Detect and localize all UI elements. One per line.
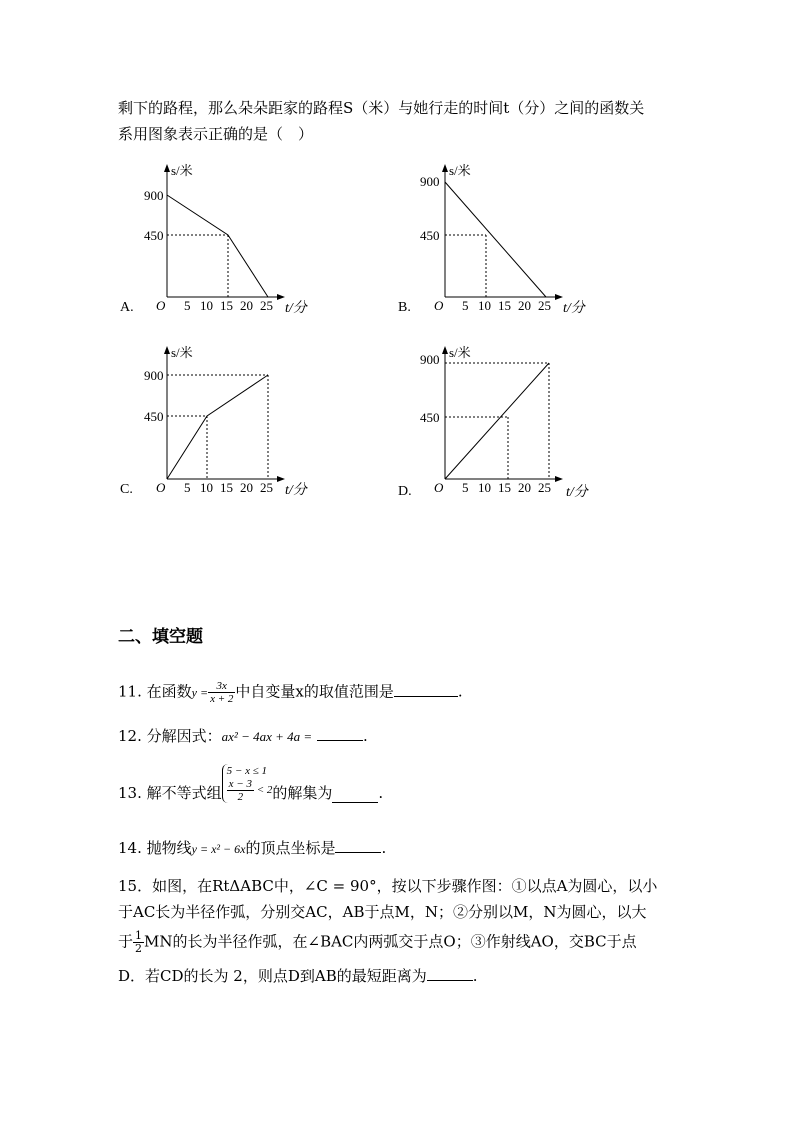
graph-b-xtick-10: 10 bbox=[478, 298, 491, 310]
q11-post: 中自变量x的取值范围是 bbox=[235, 682, 394, 701]
graph-a-xlabel: t/分 bbox=[285, 301, 307, 316]
section-title: 二、填空题 bbox=[118, 627, 203, 647]
graph-d-xtick-20: 20 bbox=[518, 480, 531, 492]
q11-frac-num: 3x bbox=[208, 680, 235, 693]
graph-c-xtick-15: 15 bbox=[220, 480, 233, 492]
graph-c-xtick-25: 25 bbox=[260, 480, 273, 492]
q13-pre: 解不等式组 bbox=[146, 784, 222, 802]
q14-answer-blank[interactable] bbox=[335, 838, 381, 853]
q13-answer-blank[interactable] bbox=[332, 788, 378, 803]
graph-d-ytick-900: 900 bbox=[420, 352, 440, 367]
graph-b-xtick-25: 25 bbox=[538, 298, 551, 310]
graph-b-xtick-20: 20 bbox=[518, 298, 531, 310]
graph-b-xlabel: t/分 bbox=[563, 301, 585, 316]
q13-number: 13. bbox=[118, 784, 142, 802]
graph-d-xtick-5: 5 bbox=[462, 480, 469, 492]
q14-post: 的顶点坐标是 bbox=[245, 839, 336, 857]
graph-d bbox=[418, 342, 568, 492]
q10-line2: 系用图象表示正确的是（ ） bbox=[118, 125, 314, 143]
graph-b-origin: O bbox=[434, 298, 444, 310]
q13-post: 的解集为 bbox=[272, 784, 333, 802]
q12-pre: 分解因式： bbox=[146, 727, 222, 745]
graph-a-xtick-15: 15 bbox=[220, 298, 233, 310]
q11 bbox=[118, 680, 463, 705]
q14-expr: y = x² − 6x bbox=[191, 842, 246, 856]
graph-d-ylabel: s/米 bbox=[449, 345, 471, 360]
graph-b-xtick-15: 15 bbox=[498, 298, 511, 310]
graph-c-xtick-5: 5 bbox=[184, 480, 191, 492]
q11-end: . bbox=[457, 682, 463, 701]
q15-line3-pre: 于 bbox=[118, 932, 134, 951]
q12-number: 12. bbox=[118, 727, 142, 745]
q14-number: 14. bbox=[118, 839, 142, 857]
graph-c-xtick-20: 20 bbox=[240, 480, 253, 492]
q13-end: . bbox=[378, 784, 384, 802]
option-c-label: C. bbox=[120, 482, 133, 497]
q13-ineq2-num: x − 3 bbox=[228, 778, 252, 790]
graph-d-xtick-15: 15 bbox=[498, 480, 511, 492]
q13-ineq1: 5 − x ≤ 1 bbox=[226, 765, 267, 777]
graph-c-ytick-450: 450 bbox=[144, 409, 164, 424]
graph-b-xtick-5: 5 bbox=[462, 298, 469, 310]
option-d-label: D. bbox=[398, 484, 412, 499]
graph-a-ytick-450: 450 bbox=[144, 228, 164, 243]
q11-number: 11. bbox=[118, 682, 142, 701]
graph-c-ylabel: s/米 bbox=[171, 345, 193, 360]
q15-line1: 15．如图，在RtΔABC中，∠C = 90°，按以下步骤作图：①以点A为圆心，以小 bbox=[118, 877, 658, 895]
graph-a-ytick-900: 900 bbox=[144, 188, 164, 203]
q15-frac-den: 2 bbox=[135, 942, 143, 955]
option-a-label: A. bbox=[120, 300, 134, 315]
graph-d-ytick-450: 450 bbox=[420, 410, 440, 425]
q15-answer-blank[interactable] bbox=[427, 966, 473, 981]
graph-d-xtick-10: 10 bbox=[478, 480, 491, 492]
q11-answer-blank[interactable] bbox=[394, 682, 458, 697]
q13-inequality-system bbox=[222, 764, 273, 803]
q12 bbox=[118, 726, 368, 747]
q10-line1: 剩下的路程，那么朵朵距家的路程S（米）与她行走的时间t（分）之间的函数关 bbox=[118, 99, 645, 117]
graph-b-ylabel: s/米 bbox=[449, 163, 471, 178]
graph-d-xlabel: t/分 bbox=[566, 485, 588, 500]
q14 bbox=[118, 838, 386, 859]
q15-fraction bbox=[133, 930, 144, 955]
q13 bbox=[118, 764, 383, 803]
graph-a bbox=[140, 160, 290, 310]
graph-a-origin: O bbox=[156, 298, 166, 310]
graph-c-ytick-900: 900 bbox=[144, 368, 164, 383]
q15-line3 bbox=[118, 930, 637, 955]
q14-end: . bbox=[381, 839, 387, 857]
q11-frac-den: x + 2 bbox=[210, 693, 234, 705]
graph-d-xtick-25: 25 bbox=[538, 480, 551, 492]
graph-b-ytick-450: 450 bbox=[420, 228, 440, 243]
q14-pre: 抛物线 bbox=[146, 839, 192, 857]
q15-line4 bbox=[118, 966, 478, 986]
q12-expr: ax² − 4ax + 4a = bbox=[221, 729, 313, 744]
graph-a-ylabel: s/米 bbox=[171, 163, 193, 178]
graph-a-xtick-10: 10 bbox=[200, 298, 213, 310]
q13-ineq2-den: 2 bbox=[237, 791, 244, 803]
q11-pre: 在函数 bbox=[146, 682, 192, 701]
graph-c-origin: O bbox=[156, 480, 166, 492]
q12-answer-blank[interactable] bbox=[317, 726, 363, 741]
graph-c-xtick-10: 10 bbox=[200, 480, 213, 492]
graph-a-xtick-20: 20 bbox=[240, 298, 253, 310]
q15-line4-text: D．若CD的长为 2，则点D到AB的最短距离为 bbox=[118, 967, 427, 985]
q13-ineq2-rel: < 2 bbox=[256, 784, 273, 797]
q15-frac-num: 1 bbox=[135, 929, 143, 942]
q12-end: . bbox=[362, 727, 368, 745]
graph-d-origin: O bbox=[434, 480, 444, 492]
graph-b bbox=[418, 160, 568, 310]
graph-c-xlabel: t/分 bbox=[285, 483, 307, 498]
graph-a-xtick-5: 5 bbox=[184, 298, 191, 310]
graph-c bbox=[140, 342, 290, 492]
q15-end: . bbox=[472, 967, 478, 985]
q15-line3-post: MN的长为半径作弧，在∠BAC内两弧交于点O；③作射线AO，交BC于点 bbox=[144, 932, 637, 951]
q15-line2: 于AC长为半径作弧，分别交AC，AB于点M，N；②分别以M，N为圆心，以大 bbox=[118, 903, 647, 921]
q11-fn: y = bbox=[191, 685, 209, 700]
graph-a-xtick-25: 25 bbox=[260, 298, 273, 310]
option-b-label: B. bbox=[398, 300, 411, 315]
q11-fraction bbox=[208, 680, 235, 705]
graph-b-ytick-900: 900 bbox=[420, 174, 440, 189]
